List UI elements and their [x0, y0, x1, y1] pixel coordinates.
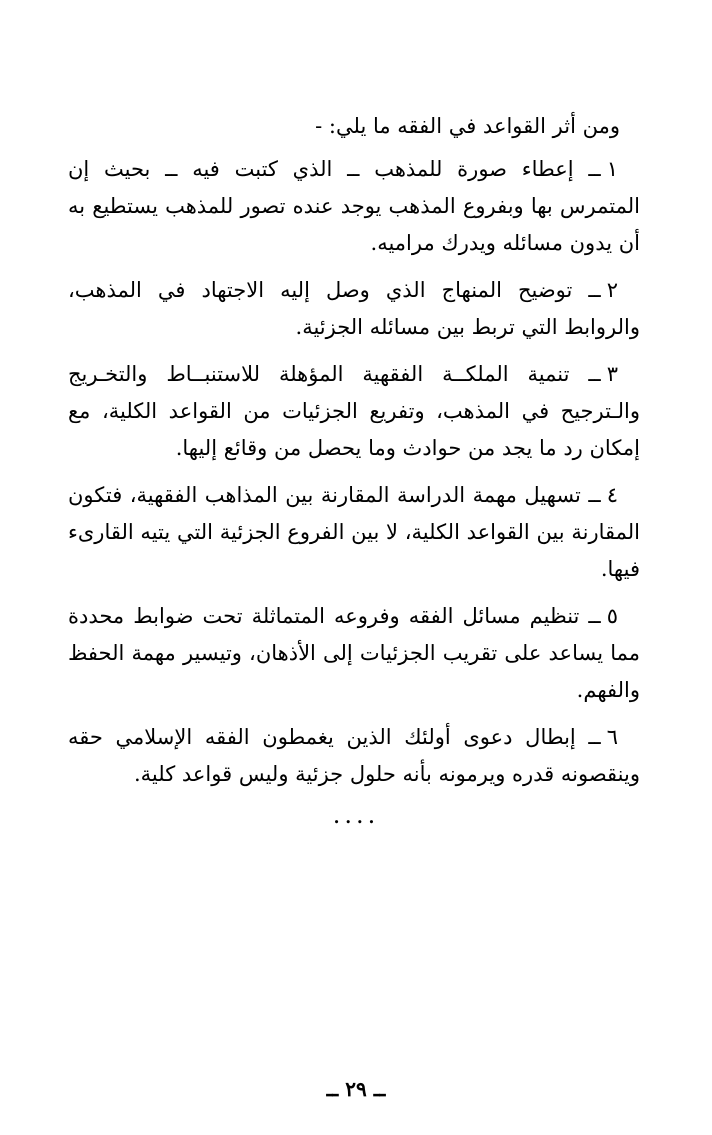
item-text: ــ تسهيل مهمة الدراسة المقارنة بين المذاهب الفقهية، فتكون المقارنة بين القواعد الكلية، لا بين الفروع الجزئية التي يتيه القارىء فيها. — [68, 483, 640, 581]
item-text: ــ تنظيم مسائل الفقه وفروعه المتماثلة تحت ضوابط محددة مما يساعد على تقريب الجزئيات إلى الأذهان، وتيسير مهمة الحفظ والفهم. — [68, 604, 640, 702]
intro-line: ومن أثر القواعد في الفقه ما يلي: - — [315, 114, 620, 138]
item-number: ٦ — [606, 725, 618, 749]
list-item — [68, 598, 640, 709]
item-number: ٣ — [606, 362, 618, 386]
list-item — [68, 719, 640, 793]
list-item — [68, 477, 640, 588]
section-separator: .... — [332, 801, 380, 829]
list-item — [68, 151, 640, 262]
item-text: ــ إبطال دعوى أولئك الذين يغمطون الفقه الإسلامي حقه وينقصونه قدره ويرمونه بأنه حلول جزئية وليس قواعد كلية. — [68, 725, 640, 786]
body-text — [68, 108, 640, 793]
item-text: ــ إعطاء صورة للمذهب ــ الذي كتبت فيه ــ بحيث إن المتمرس بها وبفروع المذهب يوجد عنده تصور للمذهب يستطيع به أن يدون مسائله ويدرك مراميه. — [68, 157, 640, 255]
item-text: ــ تنمية الملكــة الفقهية المؤهلة للاستنبــاط والتخـريج والـترجيح في المذهب، وتفريع الجزئيات من القواعد الكلية، مع إمكان رد ما يجد من حوادث وما يحصل من وقائع إليها. — [68, 362, 640, 460]
item-number: ٥ — [606, 604, 618, 628]
item-number: ٤ — [606, 483, 618, 507]
page-number: ــ ٢٩ ــ — [326, 1077, 386, 1101]
list-item — [68, 356, 640, 467]
item-number: ١ — [606, 157, 618, 181]
item-number: ٢ — [606, 278, 618, 302]
item-text: ــ توضيح المنهاج الذي وصل إليه الاجتهاد في المذهب، والروابط التي تربط بين مسائله الجزئية. — [68, 278, 640, 339]
list-item — [68, 272, 640, 346]
